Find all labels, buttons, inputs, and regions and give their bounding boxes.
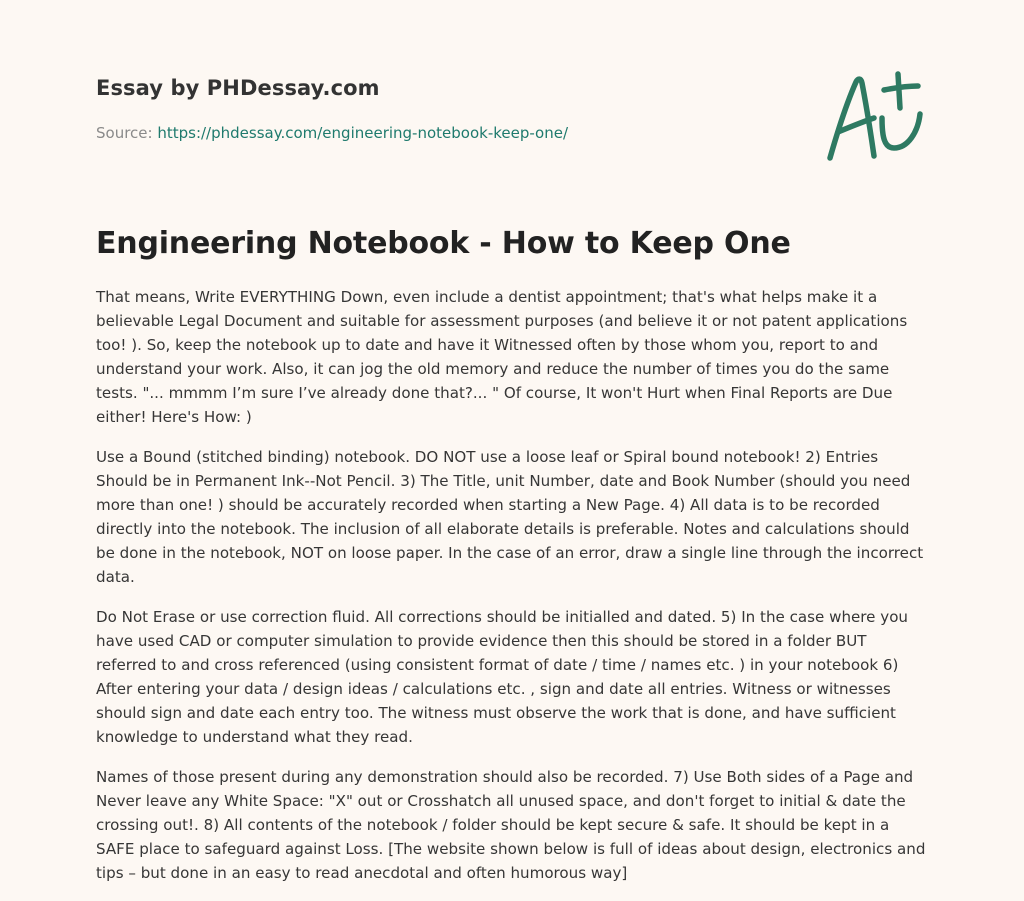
a-plus-grade-icon: [826, 70, 926, 162]
article-paragraph: Names of those present during any demonstration should also be recorded. 7) Use Both sides of a Page and Never leave any White Space: "X" out or Crosshatch all unused space, and don't forget to initial & date the crossing out!. 8) All contents of the notebook / folder should be kept secure & safe. It should be kept in a SAFE place to safeguard against Loss. [The website shown below is full of ideas about design, electronics and tips – but done in an easy to read anecdotal and often humorous way]: [96, 768, 926, 882]
article-paragraph: Use a Bound (stitched binding) notebook. DO NOT use a loose leaf or Spiral bound notebook! 2) Entries Should be in Permanent Ink--Not Pencil. 3) The Title, unit Number, date and Book Number (should you need more than one! ) should be accurately recorded when starting a New Page. 4) All data is to be recorded directly into the notebook. The inclusion of all elaborate details is preferable. Notes and calculations should be done in the notebook, NOT on loose paper. In the case of an error, draw a single line through the incorrect data.: [96, 448, 924, 586]
article-paragraph: Do Not Erase or use correction fluid. All corrections should be initialled and dated. 5) In the case where you have used CAD or computer simulation to provide evidence then this should be stored in a folder BUT referred to and cross referenced (using consistent format of date / time / names etc. ) in your notebook 6) After entering your data / design ideas / calculations etc. , sign and date all entries. Witness or witnesses should sign and date each entry too. The witness must observe the work that is done, and have sufficient knowledge to understand what they read.: [96, 608, 908, 746]
article-title: Engineering Notebook - How to Keep One: [96, 226, 791, 261]
site-brand: Essay by PHDessay.com: [96, 76, 380, 100]
source-line: [96, 124, 568, 142]
article-paragraph: That means, Write EVERYTHING Down, even include a dentist appointment; that's what helps make it a believable Legal Document and suitable for assessment purposes (and believe it or not patent applications too! ). So, keep the notebook up to date and have it Witnessed often by those whom you, report to and understand your work. Also, it can jog the old memory and reduce the number of times you do the same tests. "... mmmm I’m sure I’ve already done that?... " Of course, It won't Hurt when Final Reports are Due either! Here's How: ): [96, 288, 908, 426]
article-body: [96, 285, 928, 901]
source-label: Source:: [96, 124, 158, 142]
source-link[interactable]: https://phdessay.com/engineering-notebook-keep-one/: [157, 124, 569, 142]
